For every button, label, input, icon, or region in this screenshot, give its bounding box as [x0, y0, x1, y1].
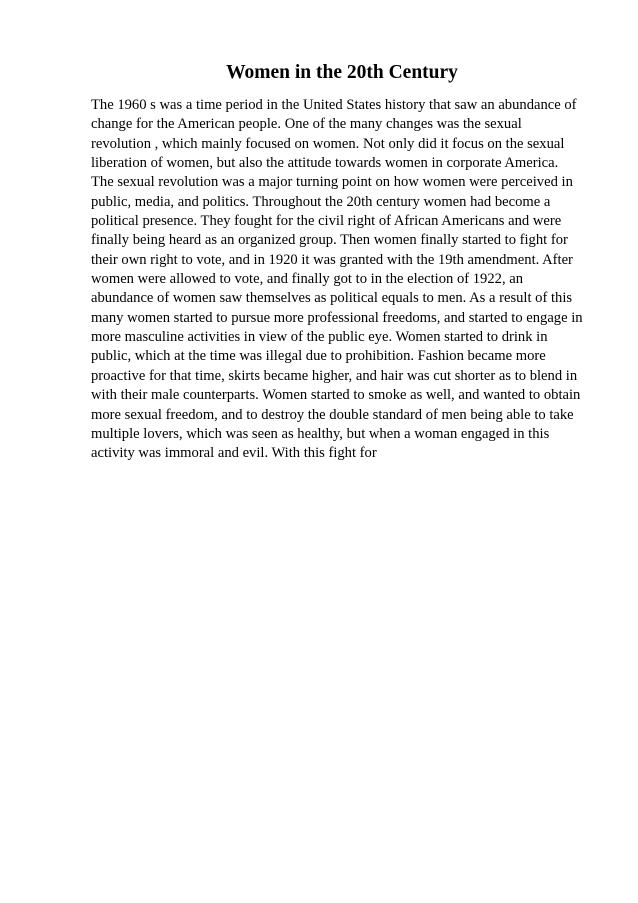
text-line: change for the American people. One of the many changes was the sexual	[91, 116, 522, 133]
document-title: Women in the 20th Century	[226, 62, 458, 83]
text-line: public, which at the time was illegal due to prohibition. Fashion became more	[91, 348, 546, 365]
body-paragraph	[91, 96, 591, 464]
text-line: many women started to pursue more professional freedoms, and started to engage in	[91, 309, 583, 326]
text-line: multiple lovers, which was seen as healthy, but when a woman engaged in this	[91, 425, 550, 442]
text-line: with their male counterparts. Women started to smoke as well, and wanted to obtain	[91, 387, 581, 404]
text-line: more masculine activities in view of the public eye. Women started to drink in	[91, 329, 548, 346]
text-line: their own right to vote, and in 1920 it was granted with the 19th amendment. After	[91, 251, 573, 268]
text-line: more sexual freedom, and to destroy the double standard of men being able to take	[91, 406, 574, 423]
text-line: revolution , which mainly focused on women. Not only did it focus on the sexual	[91, 135, 565, 152]
text-line: activity was immoral and evil. With this fight for	[91, 445, 377, 462]
text-line: abundance of women saw themselves as political equals to men. As a result of this	[91, 290, 573, 307]
text-line: women were allowed to vote, and finally got to in the election of 1922, an	[91, 271, 524, 288]
text-line: finally being heard as an organized group. Then women finally started to fight for	[91, 232, 568, 249]
text-line: political presence. They fought for the civil right of African Americans and were	[91, 213, 562, 230]
text-line: public, media, and politics. Throughout the 20th century women had become a	[91, 193, 551, 210]
text-line: liberation of women, but also the attitude towards women in corporate America.	[91, 155, 559, 172]
text-line: proactive for that time, skirts became higher, and hair was cut shorter as to blend in	[91, 367, 578, 384]
text-line: The 1960 s was a time period in the United States history that saw an abundance of	[91, 97, 577, 113]
text-line: The sexual revolution was a major turning point on how women were perceived in	[91, 174, 573, 191]
